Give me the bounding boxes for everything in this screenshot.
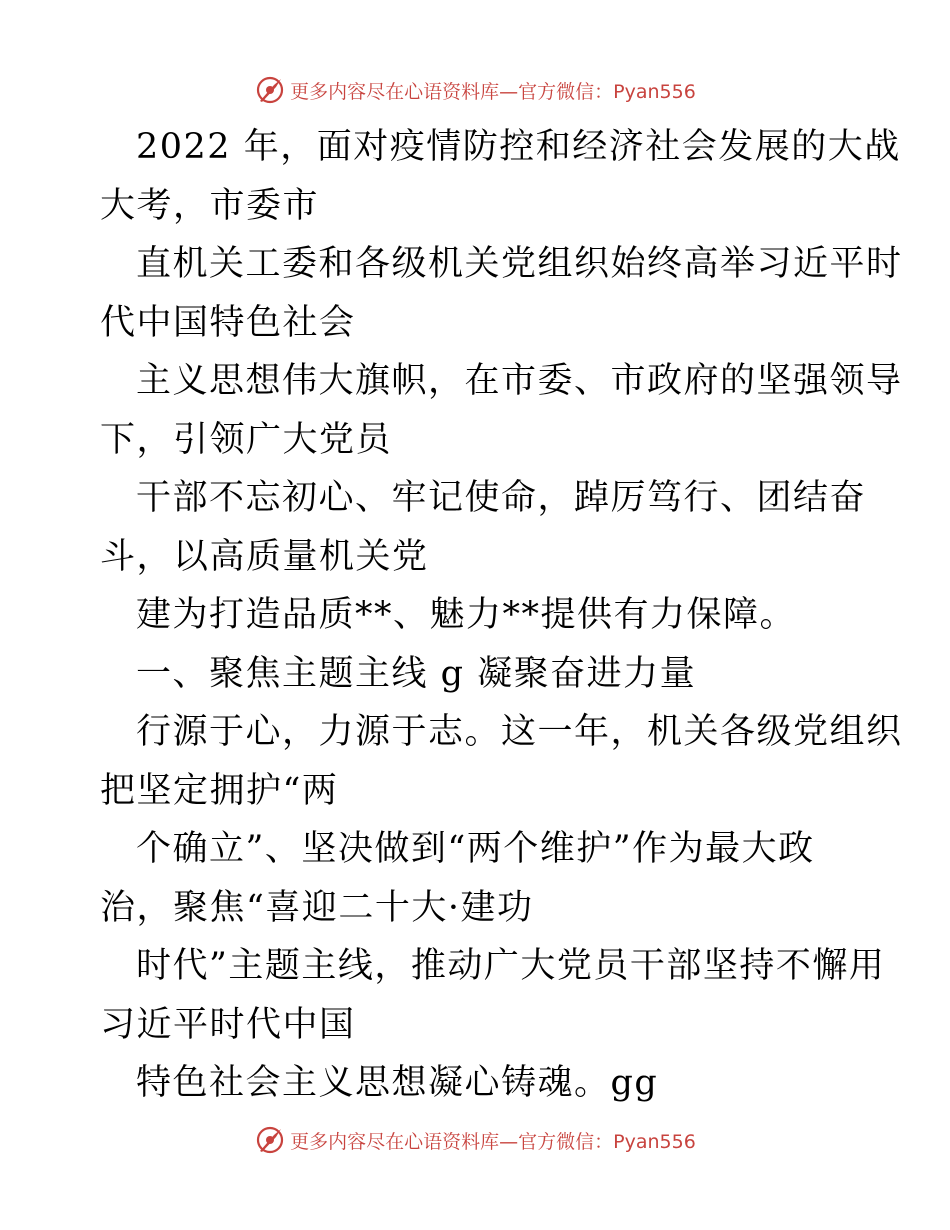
text-line: 时代”主题主线，推动广大党员干部坚持不懈用 xyxy=(136,946,886,986)
watermark-text: 更多内容尽在心语资料库—官方微信：Pyan556 xyxy=(290,80,696,103)
watermark-text: 更多内容尽在心语资料库—官方微信：Pyan556 xyxy=(290,1130,696,1153)
text-line: 治，聚焦“喜迎二十大·建功 xyxy=(100,887,534,928)
text-line: 2022 年，面对疫情防控和经济社会发展的大战 xyxy=(136,127,901,167)
text-line: 行源于心，力源于志。这一年，机关各级党组织 xyxy=(136,712,903,752)
text-line: 习近平时代中国 xyxy=(100,1004,356,1045)
document-body xyxy=(100,118,903,1113)
footer-watermark xyxy=(0,1120,950,1160)
text-line: 大考，市委市 xyxy=(100,185,320,226)
text-line: 代中国特色社会 xyxy=(100,302,356,343)
text-line: 直机关工委和各级机关党组织始终高举习近平时 xyxy=(136,244,903,284)
quill-logo-icon xyxy=(254,1124,286,1156)
text-line: 把坚定拥护“两 xyxy=(100,770,339,811)
text-line: 个确立”、坚决做到“两个维护”作为最大政 xyxy=(136,829,815,869)
quill-logo-icon xyxy=(254,74,286,106)
text-line: 一、聚焦主题主线 g 凝聚奋进力量 xyxy=(136,653,697,694)
header-watermark xyxy=(0,70,950,110)
text-line: 主义思想伟大旗帜，在市委、市政府的坚强领导 xyxy=(136,361,903,401)
text-line: 斗，以高质量机关党 xyxy=(100,536,429,577)
watermark-handle: Pyan556 xyxy=(613,80,696,103)
text-line: 特色社会主义思想凝心铸魂。gg xyxy=(136,1063,659,1103)
text-line: 下，引领广大党员 xyxy=(100,419,393,460)
watermark-handle: Pyan556 xyxy=(613,1130,696,1153)
text-line: 干部不忘初心、牢记使命，踔厉笃行、团结奋 xyxy=(136,478,867,518)
text-line: 建为打造品质**、魅力**提供有力保障。 xyxy=(136,595,797,635)
